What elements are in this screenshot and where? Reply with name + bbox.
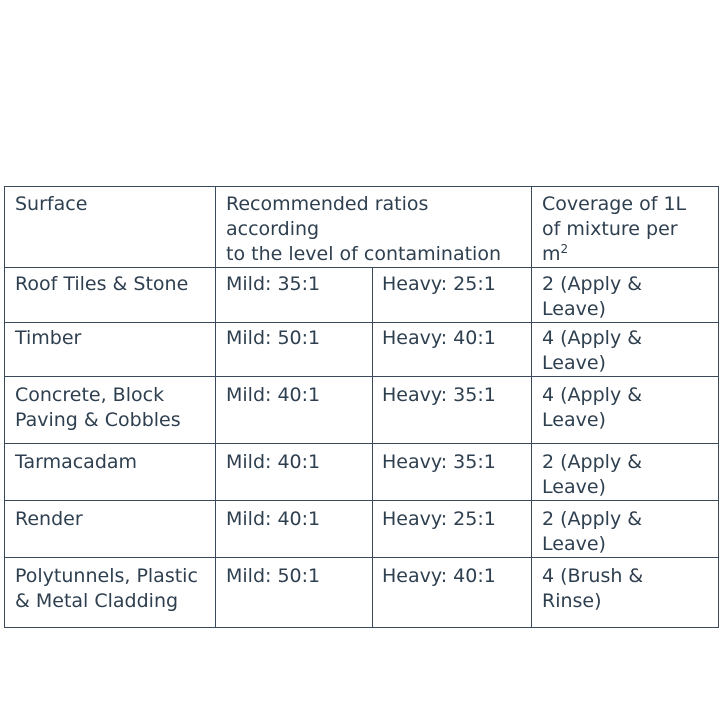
coverage-cell: 4 (Brush & Rinse) <box>532 558 719 628</box>
heavy-ratio-cell: Heavy: 25:1 <box>373 501 532 558</box>
heavy-ratio-cell: Heavy: 25:1 <box>373 268 532 323</box>
surface-line: Paving & Cobbles <box>15 409 181 431</box>
header-coverage-superscript: 2 <box>560 242 569 256</box>
heavy-ratio-cell: Heavy: 35:1 <box>373 444 532 501</box>
header-ratios-line-2: to the level of contamination <box>226 243 501 265</box>
surface-cell <box>5 323 216 377</box>
heavy-ratio-cell: Heavy: 35:1 <box>373 377 532 444</box>
surface-cell <box>5 558 216 628</box>
surface-line: Timber <box>15 327 82 349</box>
table-row <box>5 444 719 501</box>
header-coverage-line-2 <box>542 217 708 267</box>
table-row <box>5 501 719 558</box>
surface-line: Render <box>15 508 83 530</box>
surface-line: & Metal Cladding <box>15 590 179 612</box>
surface-line: Polytunnels, Plastic <box>15 565 198 587</box>
dilution-ratio-table <box>4 186 719 628</box>
header-coverage-line-1: Coverage of 1L <box>542 193 687 215</box>
heavy-ratio-cell: Heavy: 40:1 <box>373 323 532 377</box>
table-row <box>5 268 719 323</box>
header-recommended-ratios <box>216 187 532 268</box>
mild-ratio-cell: Mild: 40:1 <box>216 444 373 501</box>
mild-ratio-cell: Mild: 50:1 <box>216 323 373 377</box>
surface-cell <box>5 268 216 323</box>
surface-cell <box>5 377 216 444</box>
header-surface: Surface <box>5 187 216 268</box>
heavy-ratio-cell: Heavy: 40:1 <box>373 558 532 628</box>
mild-ratio-cell: Mild: 35:1 <box>216 268 373 323</box>
coverage-cell: 2 (Apply & Leave) <box>532 444 719 501</box>
header-ratios-line-1: Recommended ratios according <box>226 193 429 240</box>
table-header-row <box>5 187 719 268</box>
surface-cell <box>5 501 216 558</box>
table-row <box>5 323 719 377</box>
coverage-cell: 4 (Apply & Leave) <box>532 377 719 444</box>
surface-line: Roof Tiles & Stone <box>15 273 189 295</box>
mild-ratio-cell: Mild: 40:1 <box>216 377 373 444</box>
surface-line: Concrete, Block <box>15 384 165 406</box>
mild-ratio-cell: Mild: 50:1 <box>216 558 373 628</box>
coverage-cell: 4 (Apply & Leave) <box>532 323 719 377</box>
header-coverage-line-2-text: of mixture per m <box>542 218 678 265</box>
header-coverage <box>532 187 719 268</box>
table-row <box>5 377 719 444</box>
mild-ratio-cell: Mild: 40:1 <box>216 501 373 558</box>
table-row <box>5 558 719 628</box>
surface-cell <box>5 444 216 501</box>
coverage-cell: 2 (Apply & Leave) <box>532 501 719 558</box>
coverage-cell: 2 (Apply & Leave) <box>532 268 719 323</box>
surface-line: Tarmacadam <box>15 451 138 473</box>
